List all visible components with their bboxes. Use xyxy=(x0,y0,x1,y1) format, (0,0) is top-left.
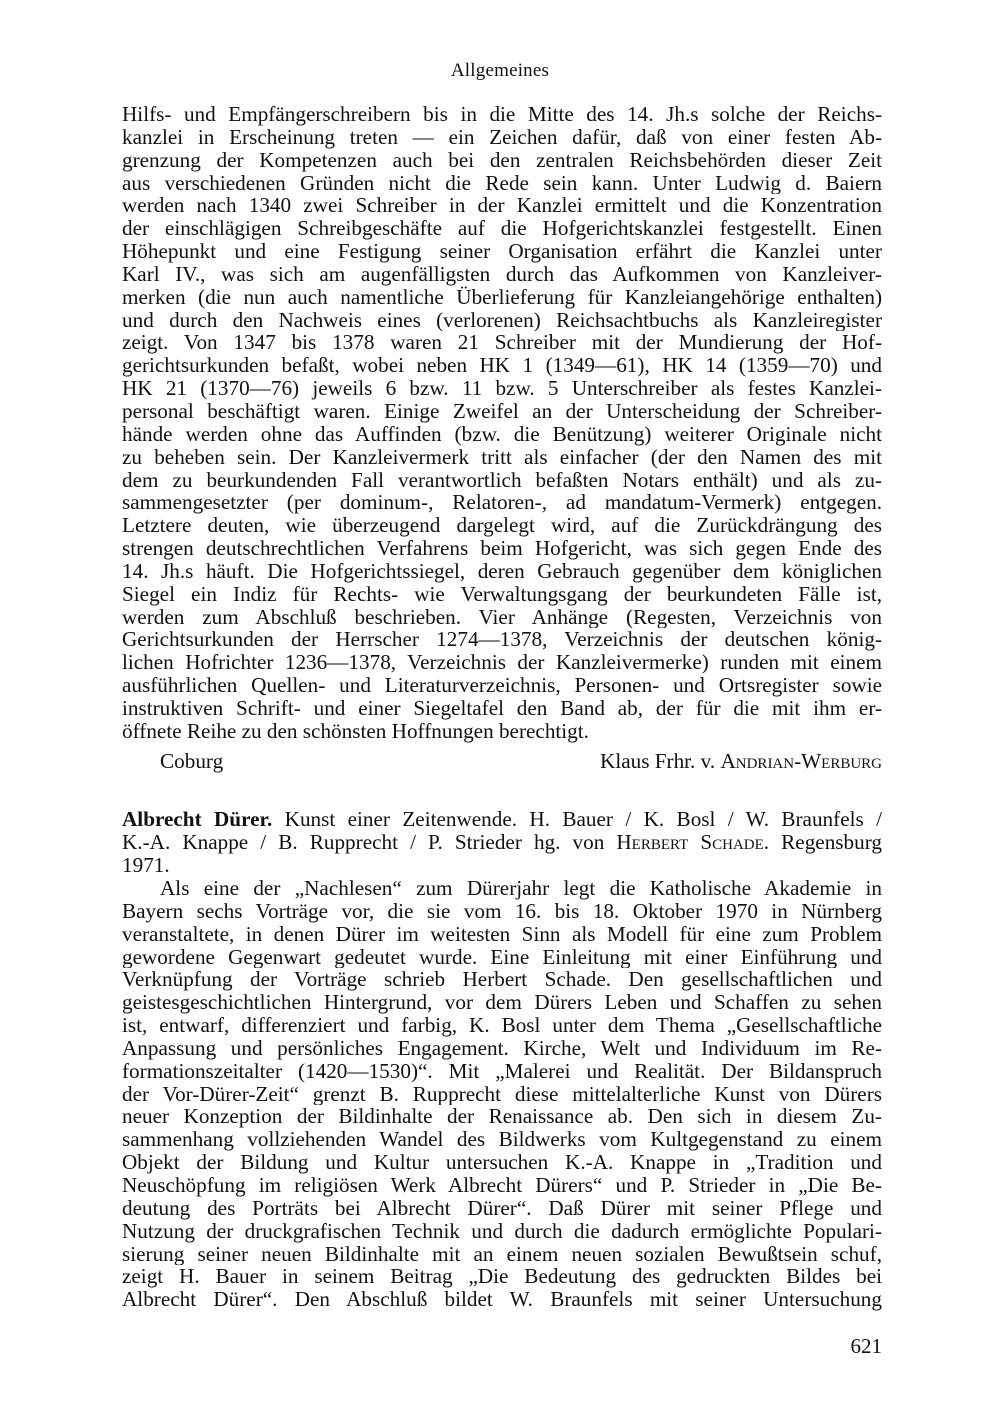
text-line: formationszeitalter (1420—1530)“. Mit „Malerei und Realität. Der Bildanspruch xyxy=(122,1059,882,1083)
review-title: Albrecht Dürer. xyxy=(122,808,273,831)
text-line: hände werden ohne das Auffinden (bzw. die Benützung) weiterer Originale nicht xyxy=(122,422,882,446)
review-header-rest: Kunst einer Zeitenwende. H. Bauer / K. Bosl / W. Braunfels / xyxy=(272,808,882,831)
review-header-prefix: K.-A. Knappe / B. Rupprecht / P. Strieder hg. von xyxy=(122,830,617,854)
signature-place: Coburg xyxy=(160,749,224,773)
text-line: und durch den Nachweis eines (verlorenen) Reichsachtbuchs als Kanzleiregister xyxy=(122,308,882,332)
text-line: zeigt. Von 1347 bis 1378 waren 21 Schreiber mit der Mundierung der Hof- xyxy=(122,331,882,355)
text-line: werden nach 1340 zwei Schreiber in der Kanzlei ermittelt und die Konzentration xyxy=(122,194,882,218)
text-line: strengen deutschrechtlichen Verfahrens beim Hofgericht, was sich gegen Ende des xyxy=(122,537,882,560)
text-line: zu beheben sein. Der Kanzleivermerk tritt als einfacher (der den Namen des mit xyxy=(122,445,882,469)
text-line: aus verschiedenen Gründen nicht die Rede sein kann. Unter Ludwig d. Baiern xyxy=(122,171,882,195)
text-line: Objekt der Bildung und Kultur untersuchen K.-A. Knappe in „Tradition und xyxy=(122,1151,882,1174)
text-line: Gerichtsurkunden der Herrscher 1274—1378, Verzeichnis der deutschen könig- xyxy=(122,628,882,652)
text-line: Verknüpfung der Vorträge schrieb Herbert Schade. Den gesellschaftlichen und xyxy=(122,968,882,992)
signature-author-name: Andrian-Werburg xyxy=(720,749,882,773)
text-line: öffnete Reihe zu den schönsten Hoffnungen berechtigt. xyxy=(122,719,589,743)
review-text-andrian-werburg xyxy=(122,103,882,743)
text-line: Siegel ein Indiz für Rechts- wie Verwaltungsgang der beurkundeten Fälle ist, xyxy=(122,582,882,606)
text-line: Höhepunkt und eine Festigung seiner Organisation erfährt die Kanzlei unter xyxy=(122,240,882,263)
running-head: Allgemeines xyxy=(450,60,550,81)
text-line: HK 21 (1370—76) jeweils 6 bzw. 11 bzw. 5 Unterschreiber als festes Kanzlei- xyxy=(122,377,882,400)
text-line: geistesgeschichtlichen Hintergrund, vor dem Dürers Leben und Schaffen zu sehen xyxy=(122,991,882,1015)
review-header-line xyxy=(122,808,882,831)
page-number: 621 xyxy=(850,1334,882,1358)
text-line: lichen Hofrichter 1236—1378, Verzeichnis der Kanzleivermerke) runden mit einem xyxy=(122,651,882,675)
review-editor: Herbert Schade xyxy=(616,830,764,854)
text-line: deutung des Porträts bei Albrecht Dürer“. Daß Dürer mit seiner Pflege und xyxy=(122,1196,882,1220)
text-line: kanzlei in Erscheinung treten — ein Zeichen dafür, daß von einer festen Ab- xyxy=(122,125,882,149)
text-line: ausführlichen Quellen- und Literaturverzeichnis, Personen- und Ortsregister sowie xyxy=(122,674,882,697)
text-line: werden zum Abschluß beschrieben. Vier Anhänge (Regesten, Verzeichnis von xyxy=(122,605,882,629)
text-line: sierung seiner neuen Bildinhalte mit an einem neuen sozialen Bewußtsein schuf, xyxy=(122,1242,882,1266)
text-line: neuer Konzeption der Bildinhalte der Renaissance ab. Den sich in diesem Zu- xyxy=(122,1105,882,1129)
text-line: veranstaltete, in denen Dürer im weitesten Sinn als Modell für eine zum Problem xyxy=(122,922,882,946)
text-line: dem zu beurkundenden Fall verantwortlich befaßten Notars enthält) und als zu- xyxy=(122,468,882,492)
text-line: Karl IV., was sich am augenfälligsten durch das Aufkommen von Kanzleiver- xyxy=(122,262,882,286)
review-header-line xyxy=(122,831,882,854)
review-signature xyxy=(0,749,1000,773)
text-line: Bayern sechs Vorträge vor, die sie vom 16. bis 18. Oktober 1970 in Nürnberg xyxy=(122,899,882,923)
text-line: personal beschäftigt waren. Einige Zweifel an der Unterscheidung der Schreiber- xyxy=(122,399,882,423)
text-line: Neuschöpfung im religiösen Werk Albrecht Dürers“ und P. Strieder in „Die Be- xyxy=(122,1173,882,1197)
text-line: ist, entwarf, differenziert und farbig, K. Bosl unter dem Thema „Gesellschaftliche xyxy=(122,1014,882,1037)
text-line: gewordene Gegenwart gedeutet wurde. Eine Einleitung mit einer Einführung und xyxy=(122,945,882,969)
text-line: der Vor-Dürer-Zeit“ grenzt B. Rupprecht diese mittelalterliche Kunst von Dürers xyxy=(122,1082,882,1106)
review-header-duerer xyxy=(122,808,882,877)
text-line: Anpassung und persönliches Engagement. Kirche, Welt und Individuum im Re- xyxy=(122,1036,882,1060)
text-line: Letztere deuten, wie überzeugend dargelegt wird, auf die Zurückdrängung des xyxy=(122,514,882,538)
review-header-year: 1971. xyxy=(122,853,170,877)
text-line: Albrecht Dürer“. Den Abschluß bildet W. Braunfels mit seiner Untersuchung xyxy=(122,1288,882,1312)
text-line: sammenhang vollziehenden Wandel des Bildwerks vom Kultgegenstand zu einem xyxy=(122,1128,882,1152)
text-line: grenzung der Kompetenzen auch bei den zentralen Reichsbehörden dieser Zeit xyxy=(122,148,882,172)
review-text-duerer xyxy=(122,877,882,1311)
text-line: sammengesetzter (per dominum-, Relatoren-, ad mandatum-Vermerk) entgegen. xyxy=(122,491,882,515)
signature-author xyxy=(600,749,882,774)
signature-author-prefix: Klaus Frhr. v. xyxy=(600,749,721,773)
text-line: instruktiven Schrift- und einer Siegeltafel den Band ab, der für die mit ihm er- xyxy=(122,696,882,720)
text-line: der einschlägigen Schreibgeschäfte auf die Hofgerichtskanzlei festgestellt. Einen xyxy=(122,217,882,241)
review-header-suffix: . Regensburg xyxy=(763,830,882,854)
text-line: merken (die nun auch namentliche Überlieferung für Kanzleiangehörige enthalten) xyxy=(122,285,882,309)
text-line: zeigt H. Bauer in seinem Beitrag „Die Bedeutung des gedruckten Bildes bei xyxy=(122,1265,882,1289)
text-line: Hilfs- und Empfängerschreibern bis in die Mitte des 14. Jh.s solche der Reichs- xyxy=(122,103,882,126)
text-line: Nutzung der druckgrafischen Technik und durch die dadurch ermöglichte Populari- xyxy=(122,1219,882,1243)
text-line: 14. Jh.s häuft. Die Hofgerichtssiegel, deren Gebrauch gegenüber dem königlichen xyxy=(122,559,882,583)
text-line: gerichtsurkunden befaßt, wobei neben HK 1 (1349—61), HK 14 (1359—70) und xyxy=(122,354,882,378)
text-line: Als eine der „Nachlesen“ zum Dürerjahr legt die Katholische Akademie in xyxy=(160,877,882,900)
